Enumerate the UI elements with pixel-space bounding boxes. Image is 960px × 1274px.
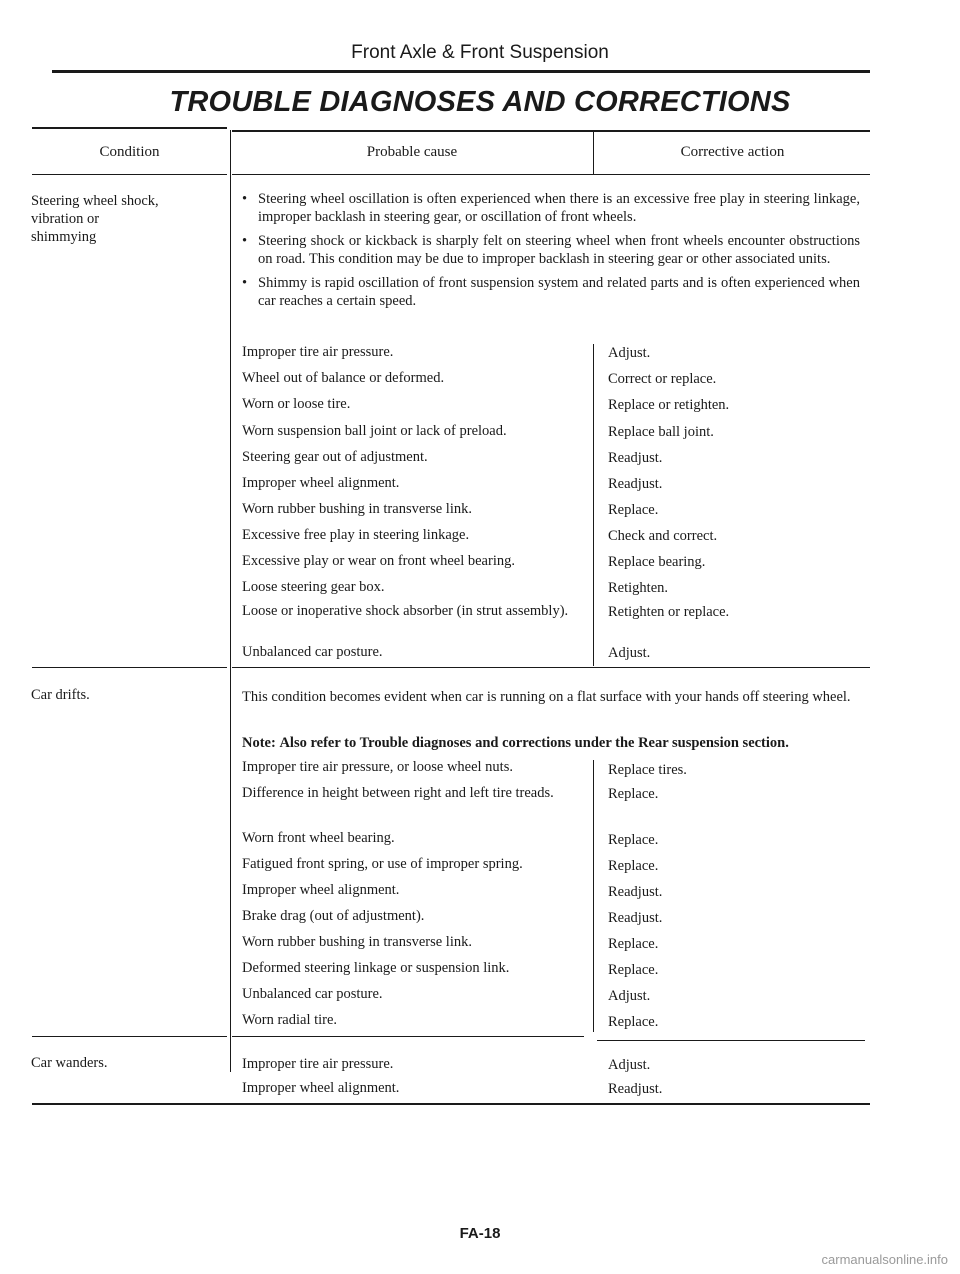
cause-row: Unbalanced car posture. bbox=[242, 644, 383, 660]
action-row: Replace. bbox=[608, 1014, 659, 1030]
cause-row: Worn suspension ball joint or lack of preload. bbox=[242, 423, 507, 439]
bullet-dot-icon: • bbox=[242, 233, 248, 249]
cause-row: Improper wheel alignment. bbox=[242, 882, 400, 898]
bullet-item: • Shimmy is rapid oscillation of front suspension system and related parts and is often experienced when car reaches a certain speed. bbox=[242, 275, 860, 309]
cause-row: Fatigued front spring, or use of improper spring. bbox=[242, 856, 523, 872]
cause-row: Improper tire air pressure. bbox=[242, 1056, 394, 1072]
bullet-dot-icon: • bbox=[242, 191, 248, 207]
cause-row: Improper wheel alignment. bbox=[242, 1080, 400, 1096]
page-number: FA-18 bbox=[459, 1225, 501, 1242]
cause-action-divider bbox=[593, 344, 594, 666]
cause-row: Excessive play or wear on front wheel bearing. bbox=[242, 553, 515, 569]
action-row: Replace bearing. bbox=[608, 554, 706, 570]
section-rule-left bbox=[32, 1036, 227, 1037]
section-rule-right bbox=[232, 1036, 584, 1037]
action-row: Adjust. bbox=[608, 988, 651, 1004]
action-row: Replace. bbox=[608, 786, 659, 802]
action-row: Replace. bbox=[608, 502, 659, 518]
cause-row: Improper tire air pressure, or loose wheel nuts. bbox=[242, 759, 513, 775]
action-row: Retighten or replace. bbox=[608, 604, 730, 620]
cause-row: Worn radial tire. bbox=[242, 1012, 338, 1028]
watermark: carmanualsonline.info bbox=[821, 1252, 948, 1267]
cause-row: Worn rubber bushing in transverse link. bbox=[242, 934, 472, 950]
section-intro: This condition becomes evident when car is running on a flat surface with your hands off steering wheel. bbox=[242, 689, 851, 705]
bullet-item: • Steering shock or kickback is sharply felt on steering wheel when front wheels encounter obstructions on road. This condition may be due to improper backlash in steering gear or other associated units. bbox=[242, 233, 860, 267]
header-divider bbox=[593, 132, 594, 174]
note-text: Also refer to Trouble diagnoses and corrections under the Rear suspension section. bbox=[279, 735, 789, 751]
cause-row: Steering gear out of adjustment. bbox=[242, 449, 428, 465]
cause-row: Wheel out of balance or deformed. bbox=[242, 370, 445, 386]
cause-action-divider bbox=[593, 760, 594, 1032]
section-rule-right bbox=[232, 667, 870, 668]
action-row: Replace. bbox=[608, 858, 659, 874]
condition-car-drifts: Car drifts. bbox=[31, 687, 90, 703]
bullet-dot-icon: • bbox=[242, 275, 248, 291]
bullet-list bbox=[240, 190, 860, 316]
action-row: Readjust. bbox=[608, 884, 663, 900]
section-rule-right-end bbox=[597, 1040, 865, 1041]
header-bottom-rule-right bbox=[232, 174, 870, 175]
action-row: Readjust. bbox=[608, 910, 663, 926]
cause-row: Improper wheel alignment. bbox=[242, 475, 400, 491]
action-row: Replace. bbox=[608, 936, 659, 952]
column-header-cause: Probable cause bbox=[366, 144, 458, 160]
table-top-rule-right bbox=[232, 130, 870, 132]
bullet-item: • Steering wheel oscillation is often experienced when there is an excessive free play in steering linkage, improper backlash in steering gear, or oscillation of front wheels. bbox=[242, 191, 860, 225]
action-row: Replace tires. bbox=[608, 762, 687, 778]
action-row: Readjust. bbox=[608, 450, 663, 466]
header-rule bbox=[52, 70, 870, 73]
cause-row: Loose or inoperative shock absorber (in strut assembly). bbox=[242, 603, 569, 619]
cause-row: Worn or loose tire. bbox=[242, 396, 351, 412]
action-row: Replace. bbox=[608, 832, 659, 848]
condition-car-wanders: Car wanders. bbox=[31, 1055, 108, 1071]
cause-row: Deformed steering linkage or suspension link. bbox=[242, 960, 510, 976]
condition-steering-wheel-shock bbox=[31, 192, 221, 246]
action-row: Adjust. bbox=[608, 645, 651, 661]
column-header-condition: Condition bbox=[99, 144, 160, 160]
action-row: Readjust. bbox=[608, 476, 663, 492]
action-row: Readjust. bbox=[608, 1081, 663, 1097]
cause-row: Excessive free play in steering linkage. bbox=[242, 527, 470, 543]
condition-line: Steering wheel shock, bbox=[31, 193, 159, 209]
action-row: Replace ball joint. bbox=[608, 424, 714, 440]
cause-row: Difference in height between right and left tire treads. bbox=[242, 785, 554, 801]
action-row: Correct or replace. bbox=[608, 371, 717, 387]
condition-line: vibration or bbox=[31, 211, 100, 227]
cause-row: Unbalanced car posture. bbox=[242, 986, 383, 1002]
section-rule-left bbox=[32, 667, 227, 668]
condition-line: shimmying bbox=[31, 229, 97, 245]
note-label: Note: bbox=[242, 735, 276, 751]
table-bottom-rule bbox=[32, 1103, 870, 1105]
page-title: TROUBLE DIAGNOSES AND CORRECTIONS bbox=[169, 86, 791, 118]
action-row: Replace. bbox=[608, 962, 659, 978]
action-row: Adjust. bbox=[608, 1057, 651, 1073]
cause-row: Worn front wheel bearing. bbox=[242, 830, 395, 846]
running-title: Front Axle & Front Suspension bbox=[351, 42, 609, 63]
cause-row: Improper tire air pressure. bbox=[242, 344, 394, 360]
column-header-action: Corrective action bbox=[680, 144, 785, 160]
action-row: Retighten. bbox=[608, 580, 669, 596]
cause-row: Brake drag (out of adjustment). bbox=[242, 908, 425, 924]
section-note bbox=[242, 734, 862, 752]
table-top-rule-left bbox=[32, 127, 227, 129]
action-row: Adjust. bbox=[608, 345, 651, 361]
condition-divider bbox=[230, 130, 231, 1072]
header-bottom-rule-left bbox=[32, 174, 227, 175]
action-row: Replace or retighten. bbox=[608, 397, 730, 413]
cause-row: Worn rubber bushing in transverse link. bbox=[242, 501, 472, 517]
cause-row: Loose steering gear box. bbox=[242, 579, 385, 595]
action-row: Check and correct. bbox=[608, 528, 718, 544]
